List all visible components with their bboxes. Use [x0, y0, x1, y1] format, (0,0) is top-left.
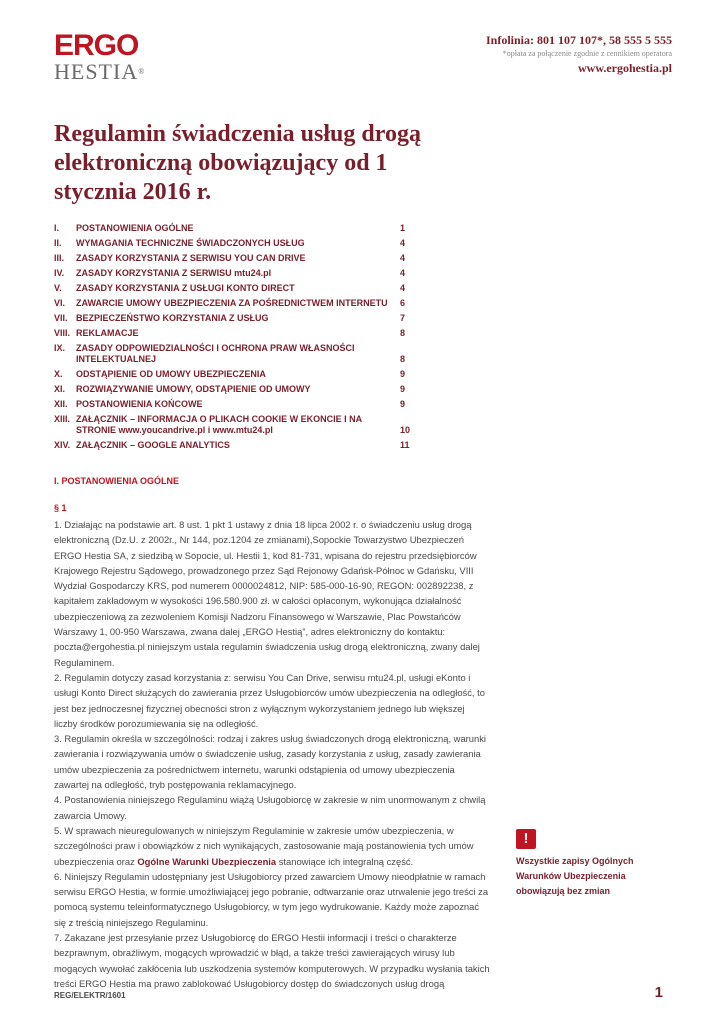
toc-item[interactable]	[54, 369, 414, 380]
toc-item[interactable]	[54, 298, 414, 309]
toc-label: POSTANOWIENIA KOŃCOWE	[76, 399, 203, 409]
website-link[interactable]: www.ergohestia.pl	[578, 61, 672, 75]
toc-label: BEZPIECZEŃSTWO KORZYSTANIA Z USŁUG	[76, 313, 269, 323]
toc-item[interactable]	[54, 268, 414, 279]
toc-item[interactable]	[54, 440, 414, 451]
toc-page: 9	[400, 399, 406, 409]
toc-item[interactable]	[54, 384, 414, 395]
clause-6: 6. Niniejszy Regulamin udostępniany jest Usługobiorcy przed zawarciem Umowy nieodpłatnie w ramach serwisu ERGO Hestia, w formie umożliwiającej jego pobranie, odtwarzanie oraz utrwalenie jego treści za pomocą systemu teleinformatycznego Usługobiorcy, w tym jego wydrukowanie. Każdy może zapoznać się z treścią niniejszego Regulaminu.	[54, 870, 489, 928]
clause-2: 2. Regulamin dotyczy zasad korzystania z: serwisu You Can Drive, serwisu mtu24.pl, usługi eKonto i usługi Konto Direct służących do zawierania przez Usługobiorców umów ubezpieczenia na odległość, to jest bez jednoczesnej fizycznej obecności stron z wyłącznym wykorzystaniem jednego lub większej liczby środków porozumiewania się na odległość.	[54, 671, 485, 729]
toc-num: III.	[54, 253, 65, 263]
toc-num: XIV.	[54, 440, 71, 450]
side-note	[516, 829, 666, 899]
toc-num: XII.	[54, 399, 68, 409]
toc-item[interactable]	[54, 223, 414, 234]
clause-5: 5. W sprawach nieuregulowanych w niniejszym Regulaminie w zakresie umów ubezpieczenia, w szczególności praw i obowiązków z nich wynikających, zastosowanie mają postanowienia tych umów ubezpieczenia oraz Ogólne Warunki Ubezpieczenia stanowiące ich integralną część.	[54, 824, 474, 867]
toc-item[interactable]	[54, 238, 414, 249]
document-title: Regulamin świadczenia usług drogą elektroniczną obowiązujący od 1 stycznia 2016 r.	[54, 121, 421, 205]
toc-page: 8	[400, 328, 406, 338]
hotline-fee-note: *opłata za połączenie zgodnie z cennikiem operatora	[502, 49, 672, 58]
toc-label: REKLAMACJE	[76, 328, 139, 338]
toc-item[interactable]	[54, 343, 414, 365]
toc-num: II.	[54, 238, 62, 248]
toc-label: POSTANOWIENIA OGÓLNE	[76, 223, 194, 233]
logo-ergo-text: ERGO	[54, 29, 139, 62]
clause-7: 7. Zakazane jest przesyłanie przez Usługobiorcę do ERGO Hestii informacji i treści o charakterze bezprawnym, obraźliwym, mogących wprowadzić w błąd, a także treści zawierających wirusy lub mogących wywołać zakłócenia lub uszkodzenia systemów komputerowych. W przypadku wysłania takich treści ERGO Hestia ma prawo zablokować Usługobiorcy dostęp do świadczonych usług drogą	[54, 932, 490, 989]
exclamation-icon: !	[516, 829, 536, 849]
toc-item[interactable]	[54, 313, 414, 324]
toc-page: 6	[400, 298, 406, 308]
paragraph-heading: § 1	[54, 503, 67, 513]
toc-item[interactable]	[54, 283, 414, 294]
toc-page: 4	[400, 238, 406, 248]
toc-page: 4	[400, 268, 406, 278]
contact-block	[486, 33, 672, 76]
ergo-hestia-logo	[54, 29, 146, 84]
logo-hestia-text: HESTIA®	[54, 59, 146, 84]
toc-num: VI.	[54, 298, 66, 308]
toc-item[interactable]	[54, 253, 414, 264]
toc-item[interactable]	[54, 399, 414, 410]
toc-num: X.	[54, 369, 63, 379]
toc-num: VII.	[54, 313, 68, 323]
toc-label: ODSTĄPIENIE OD UMOWY UBEZPIECZENIA	[76, 369, 266, 379]
toc-num: XIII.	[54, 414, 71, 424]
toc-label: WYMAGANIA TECHNICZNE ŚWIADCZONYCH USŁUG	[76, 238, 305, 248]
toc-label: ZASADY KORZYSTANIA Z SERWISU YOU CAN DRIVE	[76, 253, 306, 263]
clause-4: 4. Postanowienia niniejszego Regulaminu wiążą Usługobiorcę w zakresie w nim unormowanym z chwilą zawarcia Umowy.	[54, 794, 486, 821]
page-number: 1	[654, 984, 663, 1001]
toc-page: 11	[400, 440, 410, 450]
toc-page: 4	[400, 253, 406, 263]
toc-page: 10	[400, 425, 411, 435]
toc-label: ZASADY KORZYSTANIA Z SERWISU mtu24.pl	[76, 268, 272, 278]
toc-page: 7	[400, 313, 406, 323]
toc-page: 4	[400, 283, 406, 293]
section-heading: I. POSTANOWIENIA OGÓLNE	[54, 476, 180, 486]
toc-item[interactable]	[54, 414, 414, 436]
toc-label: ROZWIĄZYWANIE UMOWY, ODSTĄPIENIE OD UMOWY	[76, 384, 311, 394]
table-of-contents	[54, 223, 414, 455]
hotline-number: Infolinia: 801 107 107*, 58 555 5 555	[485, 33, 672, 47]
body-text	[54, 517, 490, 991]
document-code: REG/ELEKTR/1601	[54, 991, 126, 1000]
toc-num: V.	[54, 283, 62, 293]
clause-1: 1. Działając na podstawie art. 8 ust. 1 pkt 1 ustawy z dnia 18 lipca 2002 r. o świadczeniu usług drogą elektroniczną (Dz.U. z 2002r., Nr 144, poz.1204 ze zmianami),Sopockie Towarzystwo Ubezpieczeń ERGO Hestia SA, z siedzibą w Sopocie, ul. Hestii 1, kod 81-731, wpisana do rejestru przedsiębiorców Krajowego Rejestru Sądowego, prowadzonego przez Sąd Rejonowy Gdańsk-Północ w Gdańsku, VIII Wydział Gospodarczy KRS, pod numerem 0000024812, NIP: 585-000-16-90, REGON: 002892238, z kapitałem zakładowym w wysokości 196.580.900 zł. w całości opłaconym, wykonująca działalność ubezpieczeniową za zezwoleniem Komisji Nadzoru Finansowego w Warszawie, Plac Powstańców Warszawy 1, 00-950 Warszawa, zwana dalej „ERGO Hestią”, adres elektroniczny do kontaktu: poczta@ergohestia.pl niniejszym ustala regulamin świadczenia usług drogą elektroniczną, zwany dalej Regulaminem.	[54, 519, 480, 668]
toc-page: 9	[400, 369, 406, 379]
side-note-text: Wszystkie zapisy Ogólnych Warunków Ubezpieczenia obowiązują bez zmian	[516, 856, 634, 896]
toc-label: ZAŁĄCZNIK – INFORMACJA O PLIKACH COOKIE W EKONCIE I NA STRONIE www.youcandrive.pl i www.mtu24.pl	[76, 414, 362, 435]
toc-label: ZAWARCIE UMOWY UBEZPIECZENIA ZA POŚREDNICTWEM INTERNETU	[76, 298, 388, 308]
clause-3: 3. Regulamin określa w szczególności: rodzaj i zakres usług świadczonych drogą elektroniczną, warunki zawierania i rozwiązywania umów o świadczenie usług, zasady korzystania z usług, zasady zawierania umów ubezpieczenia za pośrednictwem internetu, warunki odstąpienia od umowy ubezpieczenia zawartej na odległość, tryb postępowania reklamacyjnego.	[54, 733, 486, 791]
toc-label: ZASADY ODPOWIEDZIALNOŚCI I OCHRONA PRAW WŁASNOŚCI INTELEKTUALNEJ	[76, 343, 355, 364]
toc-num: VIII.	[54, 328, 71, 338]
toc-page: 9	[400, 384, 406, 394]
toc-num: I.	[54, 223, 60, 233]
toc-label: ZASADY KORZYSTANIA Z USŁUGI KONTO DIRECT	[76, 283, 295, 293]
toc-label: ZAŁĄCZNIK – GOOGLE ANALYTICS	[76, 440, 230, 450]
toc-page: 8	[400, 354, 406, 364]
toc-item[interactable]	[54, 328, 414, 339]
toc-num: IV.	[54, 268, 65, 278]
toc-num: XI.	[54, 384, 66, 394]
general-terms-highlight: Ogólne Warunki Ubezpieczenia	[137, 855, 277, 867]
toc-num: IX.	[54, 343, 66, 353]
toc-page: 1	[400, 223, 406, 233]
